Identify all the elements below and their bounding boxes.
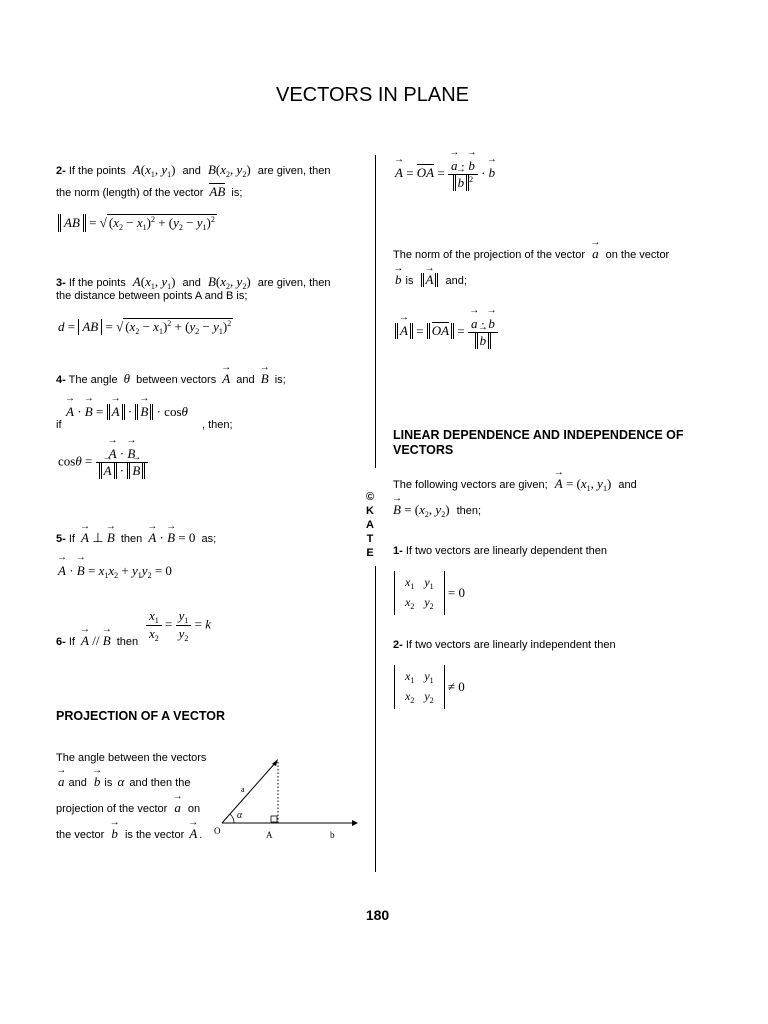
item-4-line1: 4- The angle θ between vectors → A and → B is; [56, 372, 286, 387]
column-divider-bottom [375, 566, 376, 872]
right-angle-mark [271, 816, 277, 822]
formula-dot-product: → A · → B = → A · → B · cosθ [66, 404, 188, 420]
formula-norm-projection: → A = OA = → a · → b → b [395, 316, 498, 349]
item-4-if: if [56, 419, 62, 431]
label-a: a [241, 785, 245, 794]
formula-projection: → A = OA = → a · → b → b $^2$ · → b [395, 158, 495, 191]
column-divider-top [375, 155, 376, 468]
norm-projection-line2: → b is → A and; [393, 273, 467, 288]
item-4-then: , then; [202, 419, 233, 431]
label-o: O [214, 826, 221, 836]
determinant-independent: $x_1$ $y_1$ $x_2$ $y_2$ ≠ 0 [394, 665, 465, 709]
angle-arc [230, 814, 234, 823]
projection-line4: the vector → b is the vector → A . [56, 827, 202, 842]
projection-diagram [212, 756, 360, 846]
watermark: © K A T E [365, 491, 375, 559]
item-5-line1: 5- If → A ⊥ → B then → A · → B = 0 as; [56, 531, 216, 546]
linear-dependence-heading: LINEAR DEPENDENCE AND INDEPENDENCE OF VECTORS [393, 428, 684, 457]
item-3-line2: the distance between points A and B is; [56, 290, 248, 302]
formula-norm-ab: AB = √ $(x_2 - x_1)^2 + (y_2 - y_1)^2$ [58, 214, 217, 232]
independent-text: 2- If two vectors are linearly independent then [393, 639, 616, 651]
given-vectors-line2: → $B = (x_2$, $y_2$) then; [393, 503, 481, 522]
norm-projection-line1: The norm of the projection of the vector → a on the vector [393, 247, 669, 262]
formula-distance: d = AB = √ $(x_2 - x_1)^2 + (y_2 - y_1)^2$ [58, 319, 232, 336]
vector-a-line [222, 762, 276, 823]
item-2-line2: the norm (length) of the vector AB is; [56, 184, 243, 199]
determinant-dependent: $x_1$ $y_1$ $x_2$ $y_2$ = 0 [394, 571, 465, 615]
label-A: A [266, 830, 273, 840]
item-6-line1: 6- If → A // → B then [56, 634, 138, 649]
label-alpha: α [237, 810, 243, 821]
formula-parallel: $\frac{x_1}{x_2}$ = $\frac{y_1}{y_2}$ = k [146, 608, 211, 643]
formula-cos: cosθ = → A · → B → A · → B [58, 446, 148, 479]
dependent-text: 1- If two vectors are linearly dependent then [393, 545, 608, 557]
given-vectors-line1: The following vectors are given; → $A = (x_1$, $y_1$) and [393, 477, 637, 496]
vector-b-arrowhead [352, 820, 358, 826]
page-number: 180 [365, 907, 390, 923]
projection-line3: projection of the vector → a on [56, 801, 200, 816]
projection-line2: → a and → b is α and then the [56, 775, 191, 790]
page-title: VECTORS IN PLANE [275, 84, 470, 106]
item-3-line1: 3- If the points $A(x_1$, $y_1$) and $B(x_2$, $y_2$) are given, then [56, 274, 331, 291]
projection-heading: PROJECTION OF A VECTOR [56, 709, 226, 723]
projection-line1: The angle between the vectors [56, 752, 207, 764]
formula-perpendicular: → A · → $B = x_1x_2 + y_1y_2 = 0$ [58, 563, 172, 580]
label-b: b [330, 830, 335, 840]
item-2-line1: 2- If the points $A(x_1$, $y_1$) and $B(x_2$, $y_2$) are given, then [56, 162, 331, 179]
